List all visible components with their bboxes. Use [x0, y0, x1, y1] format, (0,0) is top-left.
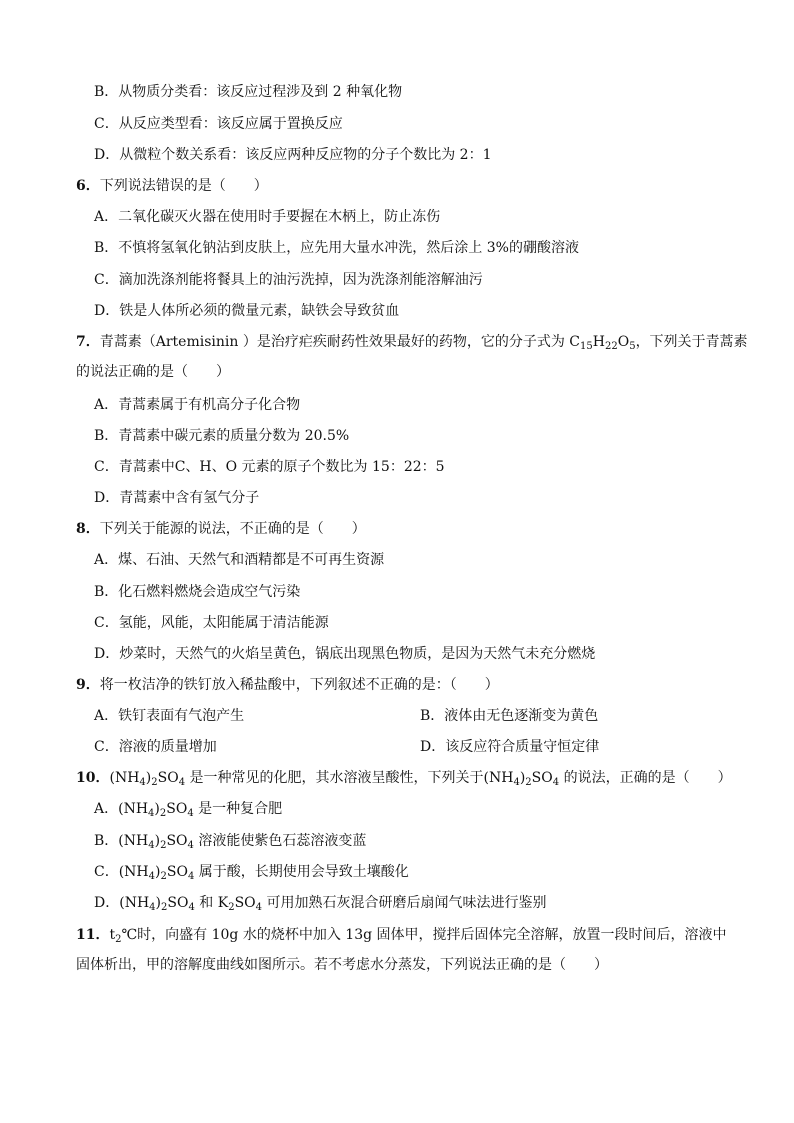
- q10-option-b: B．$(NH_4)_2SO_4$ 溶液能使紫色石蕊溶液变蓝: [94, 833, 367, 851]
- q11-stem: [76, 925, 727, 945]
- q9-option-b: B．液体由无色逐渐变为黄色: [420, 708, 599, 724]
- q7-option-a: A．青蒿素属于有机高分子化合物: [94, 397, 301, 413]
- q7-option-b: B．青蒿素中碳元素的质量分数为 20.5%: [94, 428, 350, 444]
- q11-stem-line2: 固体析出，甲的溶解度曲线如图所示。若不考虑水分蒸发，下列说法正确的是（ ）: [76, 957, 608, 973]
- q7-stem-text: 青蒿素（Artemisinin ）是治疗疟疾耐药性效果最好的药物，它的分子式为: [99, 334, 570, 350]
- q11-stem-text: ℃时，向盛有 10g 水的烧杯中加入 13g 固体甲，搅拌后固体完全溶解，放置一段时间后，溶液中: [121, 927, 727, 943]
- q8-option-b: B．化石燃料燃烧会造成空气污染: [94, 584, 301, 600]
- q10-salt-formula: $(NH_4)_2SO_4$: [109, 770, 186, 788]
- q10-option-c: C．$(NH_4)_2SO_4$ 属于酸，长期使用会导致土壤酸化: [94, 864, 409, 882]
- q8-option-a: A．煤、石油、天然气和酒精都是不可再生资源: [94, 552, 385, 568]
- q7-number: 7．: [76, 334, 100, 350]
- q6-option-a: A．二氧化碳灭火器在使用时手要握在木柄上，防止冻伤: [94, 209, 441, 225]
- q11-number: 11．: [76, 927, 110, 943]
- q6-stem: [76, 176, 268, 196]
- q10-option-d: D．$(NH_4)_2SO_4$ 和 $K_2SO_4$ 可用加熟石灰混合研磨后扇闻气味法进行鉴别: [94, 895, 547, 913]
- q7-formula: $C_{15}H_{22}O_5$: [569, 334, 636, 352]
- q10-stem: [76, 768, 732, 788]
- q10-number: 10．: [76, 770, 110, 786]
- q6-number: 6．: [76, 178, 100, 194]
- q6-option-c: C．滴加洗涤剂能将餐具上的油污洗掉，因为洗涤剂能溶解油污: [94, 272, 483, 288]
- q8-stem: [76, 519, 366, 539]
- q7-stem: [76, 332, 748, 352]
- q6-option-b: B．不慎将氢氧化钠沾到皮肤上，应先用大量水冲洗，然后涂上 3%的硼酸溶液: [94, 240, 579, 256]
- q9-option-d: D．该反应符合质量守恒定律: [420, 739, 600, 755]
- q5-option-b: B．从物质分类看：该反应过程涉及到 2 种氧化物: [94, 84, 403, 100]
- q7-stem-text-end: ，下列关于青蒿素: [635, 334, 748, 350]
- q8-option-d: D．炒菜时，天然气的火焰呈黄色，锅底出现黑色物质，是因为天然气未充分燃烧: [94, 646, 596, 662]
- q6-stem-text: 下列说法错误的是（ ）: [99, 178, 268, 194]
- q5-option-c: C．从反应类型看：该反应属于置换反应: [94, 116, 343, 132]
- q11-temperature: $t_2$: [109, 927, 122, 945]
- q7-option-c: C．青蒿素中C、H、O 元素的原子个数比为 15：22：5: [94, 459, 445, 475]
- q7-stem-line2: 的说法正确的是（ ）: [76, 364, 230, 380]
- q7-option-d: D．青蒿素中含有氢气分子: [94, 490, 260, 506]
- q10-salt-formula-2: $(NH_4)_2SO_4$: [483, 770, 560, 788]
- q9-stem: [76, 675, 499, 695]
- q9-option-c: C．溶液的质量增加: [94, 739, 217, 755]
- q9-option-a: A．铁钉表面有气泡产生: [94, 708, 245, 724]
- q5-option-d: D．从微粒个数关系看：该反应两种反应物的分子个数比为 2：1: [94, 147, 492, 163]
- q9-stem-text: 将一枚洁净的铁钉放入稀盐酸中，下列叙述不正确的是：（ ）: [99, 677, 499, 693]
- q10-option-a: A．$(NH_4)_2SO_4$ 是一种复合肥: [94, 801, 283, 819]
- q10-stem-text-end: 的说法，正确的是（ ）: [559, 770, 732, 786]
- q6-option-d: D．铁是人体所必须的微量元素，缺铁会导致贫血: [94, 303, 400, 319]
- q8-stem-text: 下列关于能源的说法，不正确的是（ ）: [99, 521, 366, 537]
- q8-option-c: C．氢能，风能，太阳能属于清洁能源: [94, 615, 329, 631]
- q9-number: 9．: [76, 677, 100, 693]
- q8-number: 8．: [76, 521, 100, 537]
- q10-stem-text: 是一种常见的化肥，其水溶液呈酸性，下列关于: [185, 770, 484, 786]
